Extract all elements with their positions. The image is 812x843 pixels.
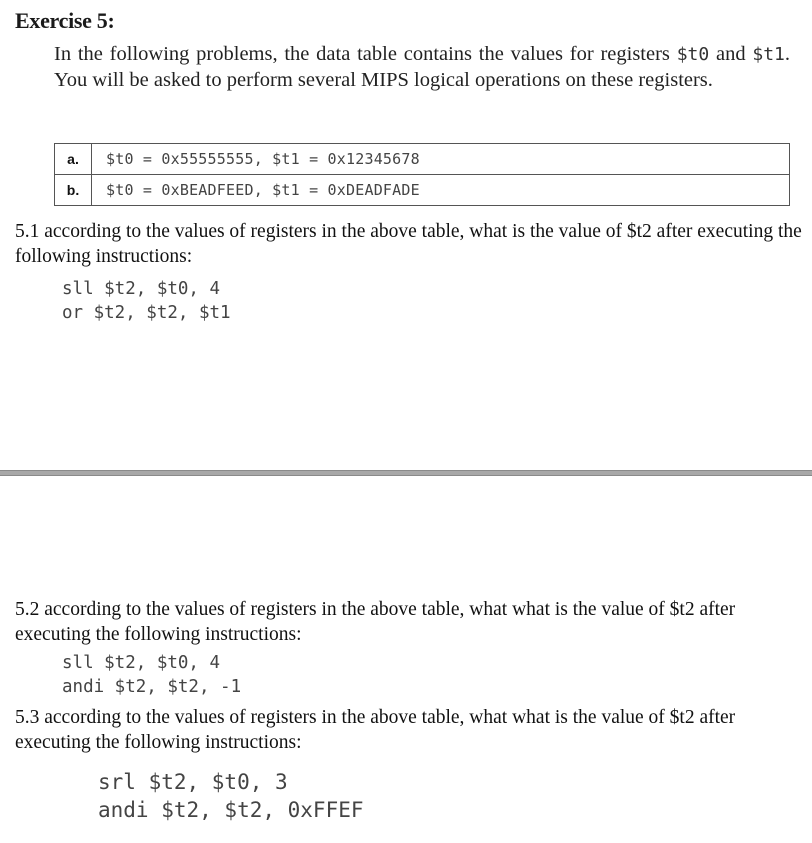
code-line: srl $t2, $t0, 3 [98,770,288,794]
question-5-1: 5.1 according to the values of registers in the above table, what is the value of $t2 after executing the following instructions: [15,221,802,267]
code-block-5-2 [62,652,241,699]
intro-register-t0: $t0 [676,44,710,65]
register-table [54,143,790,206]
row-value: $t0 = 0x55555555, $t1 = 0x12345678 [92,144,790,175]
question-5-3: 5.3 according to the values of registers in the above table, what what is the value of $t2 after executing the following instructions: [15,707,736,753]
code-line: andi $t2, $t2, 0xFFEF [98,798,364,822]
page-divider [0,470,812,476]
row-label: b. [55,175,92,206]
row-label: a. [55,144,92,175]
exercise-intro [54,42,790,93]
table-row-a [55,144,790,175]
code-line: sll $t2, $t0, 4 [62,279,221,299]
exercise-title: Exercise 5: [15,8,115,33]
intro-register-t1: $t1 [752,44,785,65]
table-row-b [55,175,790,206]
code-line: andi $t2, $t2, -1 [62,676,242,697]
code-line: sll $t2, $t0, 4 [62,653,221,673]
question-5-2: 5.2 according to the values of registers in the above table, what what is the value of $t2 after executing the following instructions: [15,599,736,645]
code-block-5-1 [62,278,231,325]
intro-text-1: In the following problems, the data table contains the values for registers [54,43,677,65]
intro-text-2: and [709,43,753,65]
row-value: $t0 = 0xBEADFEED, $t1 = 0xDEADFADE [92,175,790,206]
code-block-5-3 [98,768,364,824]
code-line: or $t2, $t2, $t1 [62,302,231,323]
intro-text-3: . You will be asked to perform several MIPS logical operations on these registers. [54,43,790,91]
